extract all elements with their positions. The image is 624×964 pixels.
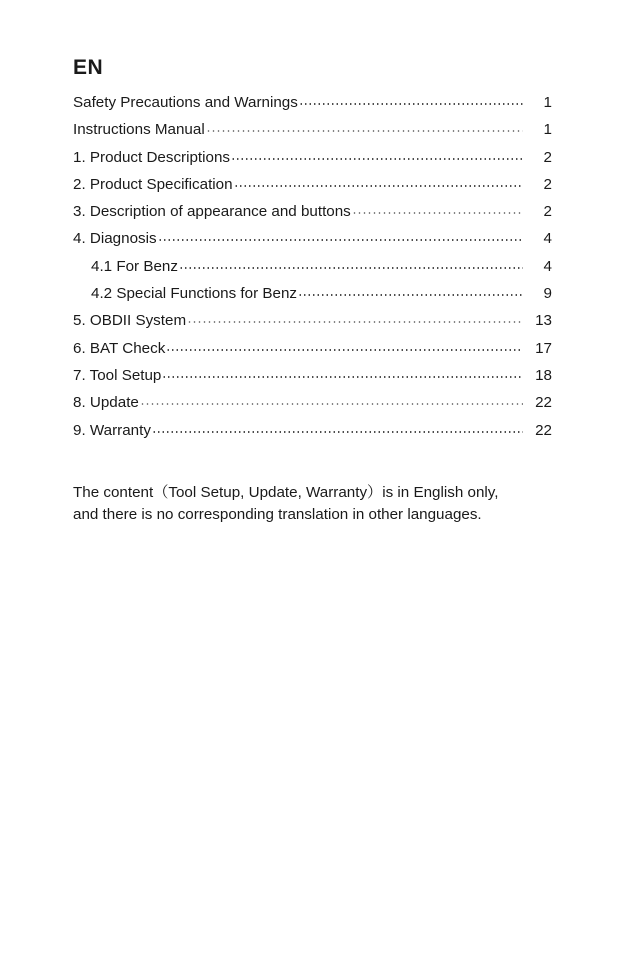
toc-entry[interactable] <box>73 121 552 148</box>
toc-entry-title: 4. Diagnosis <box>73 230 157 248</box>
language-heading: EN <box>73 56 104 79</box>
toc-dot-leader <box>234 185 523 187</box>
toc-dot-leader <box>158 239 523 241</box>
toc-entry-title: 2. Product Specification <box>73 175 233 193</box>
toc-entry-title: 3. Description of appearance and buttons <box>73 203 351 221</box>
toc-dot-leader <box>166 349 523 351</box>
toc-entry-page-number: 1 <box>543 121 552 139</box>
toc-entry-page-number: 4 <box>543 257 552 275</box>
toc-entry-page-number: 13 <box>535 312 552 330</box>
toc-entry-page-number: 22 <box>535 421 552 439</box>
toc-entry[interactable] <box>73 367 552 394</box>
toc-dot-leader <box>298 294 523 296</box>
toc-entry-page-number: 4 <box>543 230 552 248</box>
toc-dot-leader <box>179 267 523 269</box>
language-note-line-1: The content（Tool Setup, Update, Warranty）is in English only, <box>73 484 499 501</box>
toc-entry-page-number: 1 <box>543 94 552 111</box>
toc-entry-page-number: 2 <box>543 148 552 166</box>
toc-dot-leader <box>162 376 523 378</box>
toc-entry-page-number: 9 <box>543 285 552 303</box>
toc-entry-title: 8. Update <box>73 394 139 412</box>
toc-entry-page-number: 18 <box>535 366 552 384</box>
toc-dot-leader <box>140 403 523 405</box>
toc-entry-page-number: 17 <box>535 339 552 357</box>
toc-entry[interactable] <box>73 203 552 230</box>
toc-entry-title: 4.2 Special Functions for Benz <box>91 285 297 303</box>
toc-entry-page-number: 22 <box>535 394 552 412</box>
toc-entry-title: 1. Product Descriptions <box>73 148 231 166</box>
toc-entry[interactable] <box>73 394 552 421</box>
toc-entry-title: 5. OBDII System <box>73 312 187 330</box>
toc-entry-title: 9. Warranty <box>73 421 151 439</box>
toc-dot-leader <box>206 130 523 132</box>
toc-entry-title: Instructions Manual <box>73 121 205 139</box>
table-of-contents <box>73 94 552 449</box>
toc-entry-title: 7. Tool Setup <box>73 366 162 384</box>
toc-entry[interactable] <box>73 149 552 176</box>
toc-dot-leader <box>299 103 523 105</box>
toc-entry[interactable] <box>73 340 552 367</box>
toc-entry-page-number: 2 <box>543 175 552 193</box>
language-note-line-2: and there is no corresponding translation in other languages. <box>73 506 482 523</box>
toc-entry-page-number: 2 <box>543 203 552 221</box>
toc-entry[interactable] <box>73 230 552 257</box>
toc-entry-title: 6. BAT Check <box>73 339 166 357</box>
toc-entry[interactable] <box>73 312 552 339</box>
toc-entry[interactable] <box>73 176 552 203</box>
toc-entry-title: Safety Precautions and Warnings <box>73 94 298 111</box>
toc-entry[interactable] <box>73 94 552 121</box>
language-note <box>73 482 563 526</box>
toc-dot-leader <box>152 431 523 433</box>
toc-dot-leader <box>187 321 523 323</box>
toc-entry[interactable] <box>73 422 552 449</box>
toc-entry-title: 4.1 For Benz <box>91 257 178 275</box>
toc-dot-leader <box>231 158 523 160</box>
toc-dot-leader <box>352 212 523 214</box>
toc-entry[interactable] <box>73 285 552 312</box>
toc-entry[interactable] <box>73 258 552 285</box>
